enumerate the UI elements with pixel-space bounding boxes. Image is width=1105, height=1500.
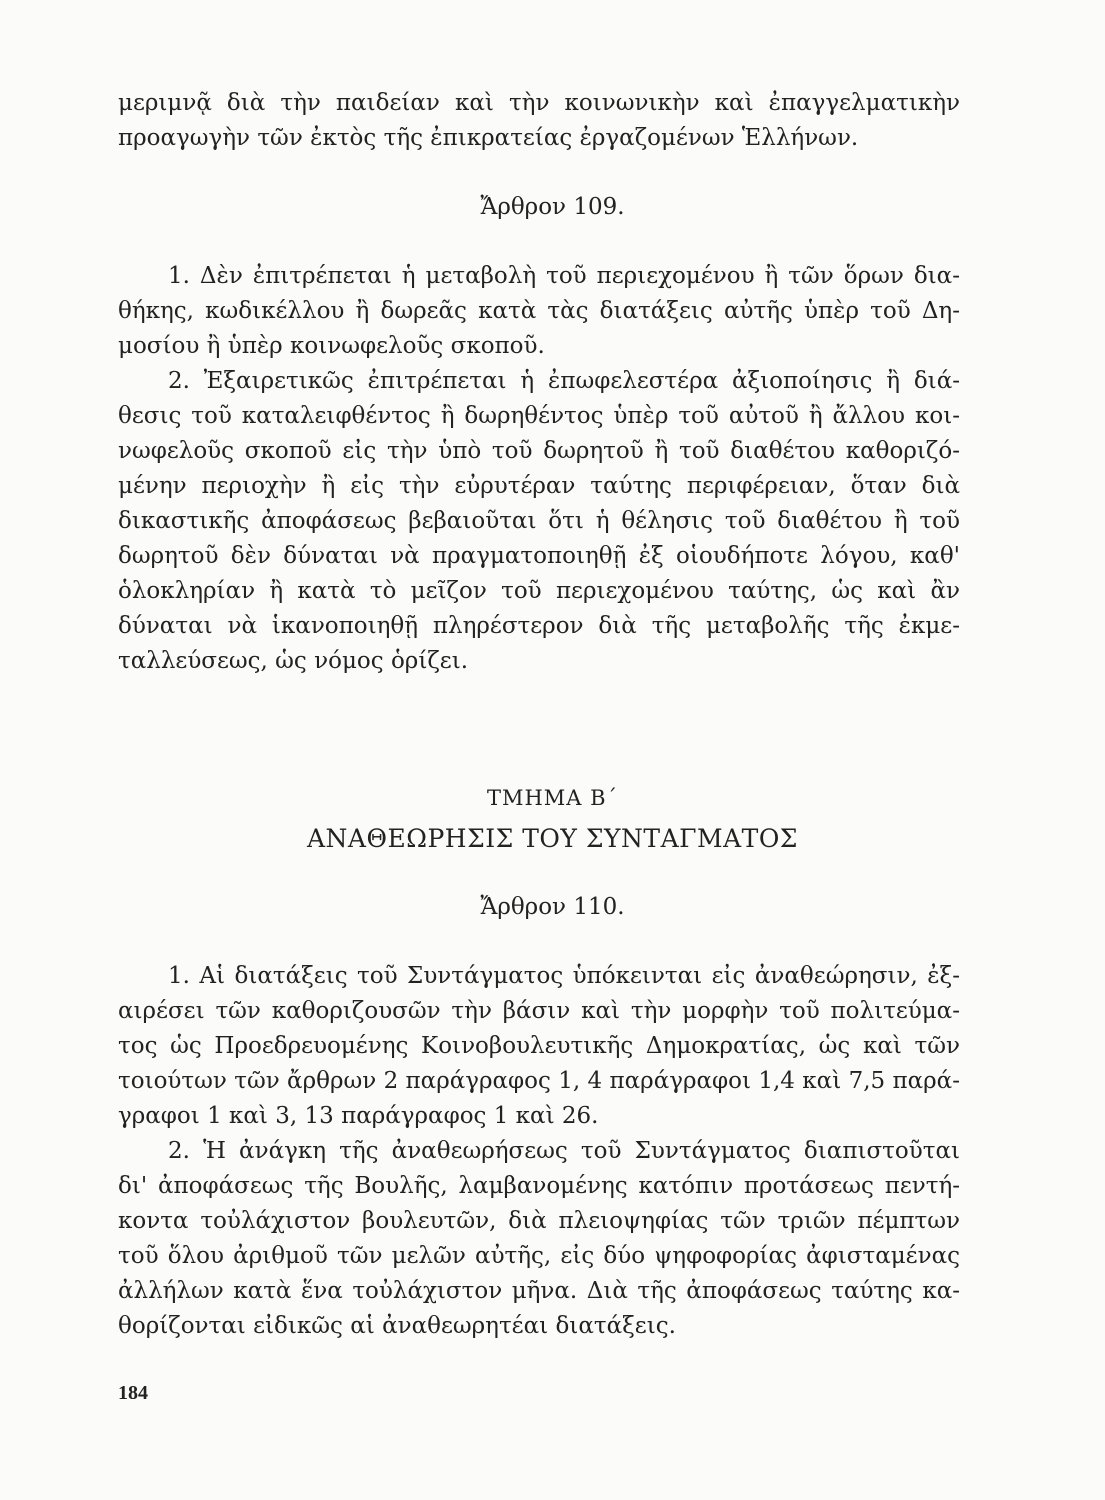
article-109-p2-line-6: δωρητοῦ δὲν δύναται νὰ πραγματοποιηθῇ ἐξ οἱουδήποτε λόγου, καθ' [118,543,960,569]
page-number: 184 [118,1382,148,1404]
article-109-p2-line-4: μένην περιοχὴν ἢ εἰς τὴν εὐρυτέραν ταύτης περιφέρειαν, ὅταν διὰ [118,473,960,499]
article-110-p1-line-3: τος ὡς Προεδρευομένης Κοινοβουλευτικῆς Δημοκρατίας, ὡς καὶ τῶν [118,1033,960,1059]
article-109-p1-line-2: θήκης, κωδικέλλου ἢ δωρεᾶς κατὰ τὰς διατάξεις αὐτῆς ὑπὲρ τοῦ Δη- [118,298,960,324]
article-109-p1-line-3: μοσίου ἢ ὑπὲρ κοινωφελοῦς σκοποῦ. [118,333,545,359]
article-110-p1-line-2: αιρέσει τῶν καθοριζουσῶν τὴν βάσιν καὶ τὴν μορφὴν τοῦ πολιτεύμα- [118,998,960,1024]
article-109-p2-line-9: ταλλεύσεως, ὡς νόμος ὁρίζει. [118,648,469,674]
article-110-p2-line-2: δι' ἀποφάσεως τῆς Βουλῆς, λαμβανομένης κατόπιν προτάσεως πεντή- [118,1173,960,1199]
article-110-heading: Ἄρθρον 110. [480,894,625,920]
article-109-p2-line-5: δικαστικῆς ἀποφάσεως βεβαιοῦται ὅτι ἡ θέλησις τοῦ διαθέτου ἢ τοῦ [118,508,960,534]
article-110-p2-line-6: θορίζονται εἰδικῶς αἱ ἀναθεωρητέαι διατάξεις. [118,1313,676,1339]
article-109-p2-line-7: ὁλοκληρίαν ἢ κατὰ τὸ μεῖζον τοῦ περιεχομένου ταύτης, ὡς καὶ ἂν [118,578,960,604]
section-title: ΑΝΑΘΕΩΡΗΣΙΣ ΤΟΥ ΣΥΝΤΑΓΜΑΤΟΣ [306,824,798,853]
article-109-p2-line-2: θεσις τοῦ καταλειφθέντος ἢ δωρηθέντος ὑπὲρ τοῦ αὐτοῦ ἢ ἄλλου κοι- [118,403,960,429]
article-109-p1-line-1: 1. Δὲν ἐπιτρέπεται ἡ μεταβολὴ τοῦ περιεχομένου ἢ τῶν ὅρων δια- [168,263,960,289]
article-110-p1-line-4: τοιούτων τῶν ἄρθρων 2 παράγραφος 1, 4 παράγραφοι 1,4 καὶ 7,5 παρά- [118,1068,960,1094]
intro-line-2: προαγωγὴν τῶν ἐκτὸς τῆς ἐπικρατείας ἐργαζομένων Ἑλλήνων. [118,125,859,151]
article-109-heading: Ἄρθρον 109. [480,194,625,220]
article-110-p2-line-5: ἀλλήλων κατὰ ἕνα τοὐλάχιστον μῆνα. Διὰ τῆς ἀποφάσεως ταύτης κα- [118,1278,960,1304]
article-110-p1-line-5: γραφοι 1 καὶ 3, 13 παράγραφος 1 καὶ 26. [118,1103,599,1129]
article-110-p2-line-1: 2. Ἡ ἀνάγκη τῆς ἀναθεωρήσεως τοῦ Συντάγματος διαπιστοῦται [168,1138,960,1164]
article-109-p2-line-1: 2. Ἐξαιρετικῶς ἐπιτρέπεται ἡ ἐπωφελεστέρα ἀξιοποίησις ἢ διά- [168,368,960,394]
intro-line-1: μεριμνᾷ διὰ τὴν παιδείαν καὶ τὴν κοινωνικὴν καὶ ἐπαγγελματικὴν [118,90,960,116]
article-110-p2-line-3: κοντα τοὐλάχιστον βουλευτῶν, διὰ πλειοψηφίας τῶν τριῶν πέμπτων [118,1208,960,1234]
article-110-p1-line-1: 1. Αἱ διατάξεις τοῦ Συντάγματος ὑπόκεινται εἰς ἀναθεώρησιν, ἐξ- [168,963,960,989]
article-109-p2-line-3: νωφελοῦς σκοποῦ εἰς τὴν ὑπὸ τοῦ δωρητοῦ ἢ τοῦ διαθέτου καθοριζό- [118,438,960,464]
section-label: ΤΜΗΜΑ Β΄ [486,786,619,810]
article-110-p2-line-4: τοῦ ὅλου ἀριθμοῦ τῶν μελῶν αὐτῆς, εἰς δύο ψηφοφορίας ἀφισταμένας [118,1243,960,1269]
article-109-p2-line-8: δύναται νὰ ἱκανοποιηθῇ πληρέστερον διὰ τῆς μεταβολῆς τῆς ἐκμε- [118,613,960,639]
